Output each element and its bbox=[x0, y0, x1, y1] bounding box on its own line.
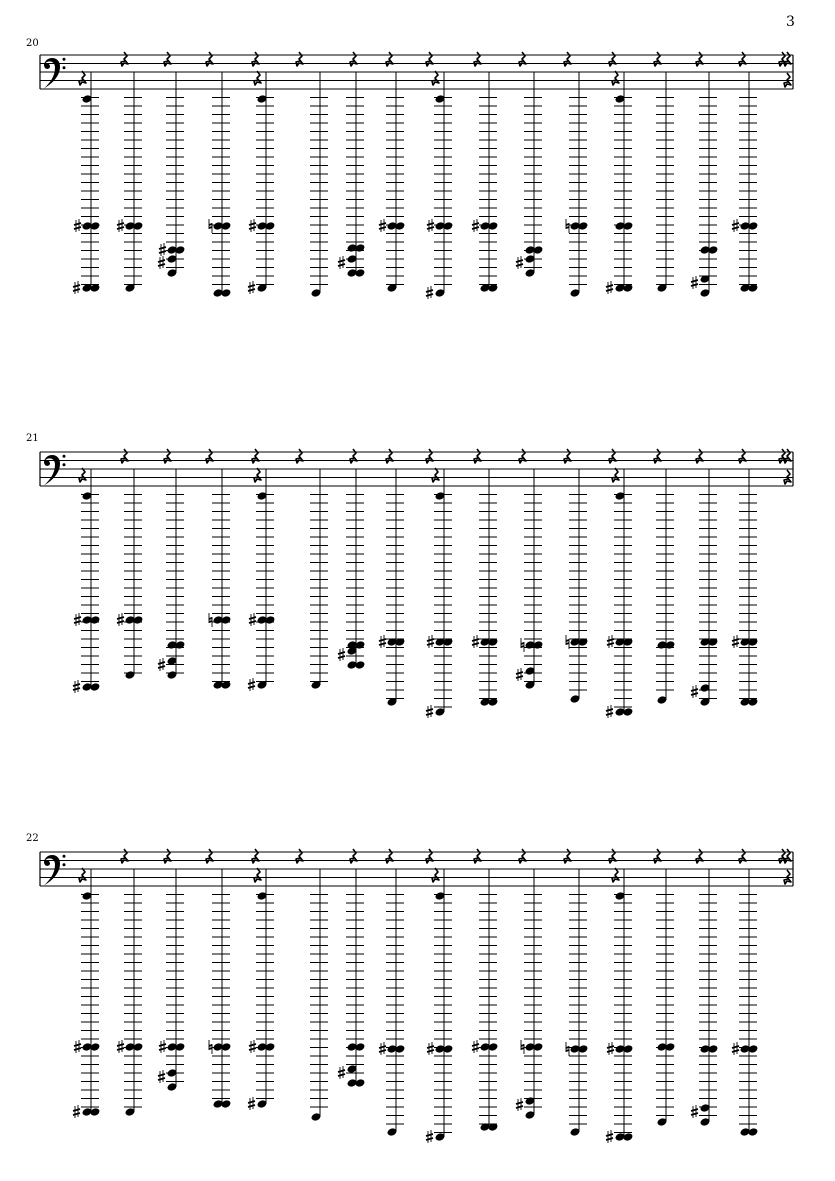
sharp-icon bbox=[74, 613, 81, 626]
natural-bar bbox=[566, 227, 569, 228]
quarter-rest-icon bbox=[386, 849, 393, 863]
sharp-bar bbox=[158, 1078, 165, 1080]
quarter-rest-icon bbox=[609, 52, 616, 66]
sharp-icon bbox=[117, 219, 124, 232]
chord-column bbox=[566, 449, 616, 704]
bass-clef-dot bbox=[63, 66, 66, 69]
quarter-rest-icon bbox=[426, 52, 433, 66]
sharp-icon bbox=[426, 286, 433, 299]
sharp-icon bbox=[249, 219, 256, 232]
sharp-icon bbox=[338, 648, 345, 661]
chord-column bbox=[209, 849, 259, 1109]
quarter-rest-icon bbox=[386, 449, 393, 463]
sharp-bar bbox=[117, 1044, 124, 1046]
chord-column bbox=[606, 52, 661, 294]
sharp-icon bbox=[248, 678, 255, 691]
chord-column bbox=[472, 449, 526, 707]
quarter-rest-icon bbox=[519, 52, 526, 66]
quarter-rest-icon bbox=[519, 849, 526, 863]
natural-icon bbox=[209, 613, 212, 627]
chord-column bbox=[338, 52, 393, 278]
chord-column bbox=[732, 449, 786, 707]
chord-column bbox=[472, 849, 526, 1132]
quarter-rest-icon bbox=[164, 449, 171, 463]
quarter-rest-icon bbox=[206, 849, 213, 863]
quarter-rest-icon bbox=[79, 468, 86, 482]
quarter-rest-icon bbox=[654, 52, 661, 66]
sharp-bar bbox=[158, 662, 165, 664]
sharp-icon bbox=[516, 256, 523, 269]
quarter-rest-icon bbox=[739, 849, 746, 863]
chord-column bbox=[158, 849, 213, 1092]
bass-clef-dot bbox=[63, 463, 66, 466]
sharp-bar bbox=[606, 713, 613, 715]
quarter-rest-icon bbox=[164, 849, 171, 863]
natural-bar bbox=[566, 643, 569, 644]
sharp-icon bbox=[607, 1042, 614, 1055]
chord-column bbox=[606, 449, 661, 718]
chord-column bbox=[248, 52, 303, 294]
chord-column bbox=[73, 52, 128, 294]
natural-icon bbox=[566, 1042, 569, 1056]
bass-clef-dot bbox=[63, 863, 66, 866]
sharp-bar bbox=[691, 284, 698, 286]
sharp-icon bbox=[73, 1105, 80, 1118]
chord-column bbox=[516, 849, 571, 1120]
quarter-rest-icon bbox=[350, 52, 357, 66]
sharp-bar bbox=[691, 1109, 698, 1111]
quarter-rest-icon bbox=[254, 71, 261, 85]
sharp-icon bbox=[159, 243, 166, 256]
quarter-rest-icon bbox=[386, 52, 393, 66]
chord-column bbox=[426, 449, 481, 718]
sharp-icon bbox=[379, 1042, 386, 1055]
sharp-bar bbox=[248, 682, 255, 684]
sharp-bar bbox=[426, 290, 433, 292]
natural-bar bbox=[209, 618, 212, 619]
sharp-bar bbox=[159, 1048, 166, 1050]
bass-clef-icon bbox=[44, 58, 66, 89]
sharp-bar bbox=[732, 639, 739, 641]
chord-column bbox=[732, 52, 786, 293]
natural-bar bbox=[209, 1048, 212, 1049]
measure-number-system-3: 22 bbox=[26, 833, 39, 844]
sharp-bar bbox=[338, 656, 345, 658]
sharp-icon bbox=[248, 1097, 255, 1110]
quarter-rest-icon bbox=[121, 52, 128, 66]
quarter-rest-icon bbox=[296, 52, 303, 66]
sharp-bar bbox=[472, 1048, 479, 1050]
quarter-rest-icon bbox=[121, 449, 128, 463]
sharp-bar bbox=[472, 223, 479, 225]
measure-number-system-2: 21 bbox=[26, 433, 39, 444]
sharp-icon bbox=[338, 1066, 345, 1079]
sharp-bar bbox=[117, 223, 124, 225]
sharp-icon bbox=[74, 1040, 81, 1053]
quarter-rest-icon bbox=[254, 868, 261, 882]
natural-bar bbox=[566, 1047, 569, 1048]
chord-column bbox=[656, 449, 703, 705]
sharp-bar bbox=[427, 639, 434, 641]
quarter-rest-icon bbox=[784, 870, 791, 884]
sharp-bar bbox=[74, 621, 81, 623]
sharp-bar bbox=[248, 1105, 255, 1107]
chord-column bbox=[158, 52, 213, 278]
natural-bar bbox=[209, 224, 212, 225]
sharp-icon bbox=[249, 1040, 256, 1053]
natural-bar bbox=[209, 1045, 212, 1046]
sharp-bar bbox=[248, 285, 255, 287]
bass-clef-dot bbox=[63, 58, 66, 61]
natural-bar bbox=[566, 640, 569, 641]
quarter-rest-icon bbox=[296, 449, 303, 463]
sharp-bar bbox=[379, 639, 386, 641]
sharp-bar bbox=[338, 652, 345, 654]
sharp-bar bbox=[159, 251, 166, 253]
sharp-bar bbox=[691, 689, 698, 691]
natural-icon bbox=[521, 638, 524, 652]
sharp-bar bbox=[427, 1050, 434, 1052]
sharp-bar bbox=[427, 1046, 434, 1048]
sharp-bar bbox=[426, 709, 433, 711]
sharp-icon bbox=[426, 1130, 433, 1143]
sharp-bar bbox=[606, 289, 613, 291]
sharp-icon bbox=[73, 680, 80, 693]
quarter-rest-icon bbox=[254, 468, 261, 482]
sharp-bar bbox=[249, 617, 256, 619]
quarter-rest-icon bbox=[654, 449, 661, 463]
quarter-rest-icon bbox=[252, 449, 259, 463]
sharp-icon bbox=[732, 635, 739, 648]
chord-column bbox=[691, 449, 746, 707]
measure-number-system-1: 20 bbox=[26, 38, 39, 49]
sharp-bar bbox=[74, 1044, 81, 1046]
sharp-icon bbox=[691, 685, 698, 698]
sharp-icon bbox=[74, 219, 81, 232]
sharp-bar bbox=[426, 1134, 433, 1136]
chord-column bbox=[732, 849, 786, 1137]
chord-column bbox=[158, 449, 213, 680]
sharp-icon bbox=[691, 1105, 698, 1118]
sharp-bar bbox=[249, 1044, 256, 1046]
staff-system-3 bbox=[0, 837, 835, 1147]
sharp-bar bbox=[732, 643, 739, 645]
quarter-rest-icon bbox=[739, 52, 746, 66]
sharp-bar bbox=[338, 1074, 345, 1076]
chord-column bbox=[472, 52, 526, 293]
sharp-icon bbox=[427, 219, 434, 232]
sharp-icon bbox=[691, 276, 698, 289]
sharp-bar bbox=[426, 294, 433, 296]
sharp-bar bbox=[732, 223, 739, 225]
quarter-rest-icon bbox=[609, 449, 616, 463]
sharp-bar bbox=[691, 693, 698, 695]
bass-clef-shape bbox=[44, 855, 60, 886]
sharp-bar bbox=[248, 289, 255, 291]
sharp-bar bbox=[73, 1109, 80, 1111]
quarter-rest-icon bbox=[784, 470, 791, 484]
sharp-bar bbox=[73, 1113, 80, 1115]
sharp-bar bbox=[74, 1048, 81, 1050]
quarter-rest-icon bbox=[784, 52, 791, 66]
staff-system-1 bbox=[0, 40, 835, 340]
sharp-bar bbox=[158, 1074, 165, 1076]
sharp-bar bbox=[73, 684, 80, 686]
chord-column bbox=[516, 52, 571, 278]
sharp-bar bbox=[516, 1102, 523, 1104]
sharp-bar bbox=[158, 260, 165, 262]
quarter-rest-icon bbox=[612, 868, 619, 882]
sharp-bar bbox=[379, 227, 386, 229]
quarter-rest-icon bbox=[426, 449, 433, 463]
sharp-bar bbox=[117, 227, 124, 229]
sharp-icon bbox=[249, 613, 256, 626]
sharp-icon bbox=[732, 1042, 739, 1055]
quarter-rest-icon bbox=[784, 449, 791, 463]
sharp-icon bbox=[117, 613, 124, 626]
staff-system-2 bbox=[0, 437, 835, 737]
quarter-rest-icon bbox=[164, 52, 171, 66]
sharp-bar bbox=[379, 643, 386, 645]
sharp-icon bbox=[607, 635, 614, 648]
chord-column bbox=[117, 449, 171, 680]
quarter-rest-icon bbox=[474, 849, 481, 863]
sharp-icon bbox=[426, 705, 433, 718]
sharp-icon bbox=[159, 1040, 166, 1053]
natural-bar bbox=[566, 224, 569, 225]
sharp-icon bbox=[606, 281, 613, 294]
sharp-bar bbox=[516, 264, 523, 266]
sharp-bar bbox=[516, 1106, 523, 1108]
sharp-bar bbox=[691, 1113, 698, 1115]
natural-icon bbox=[521, 1040, 524, 1054]
sharp-bar bbox=[73, 289, 80, 291]
quarter-rest-icon bbox=[784, 849, 791, 863]
sharp-bar bbox=[249, 227, 256, 229]
sharp-icon bbox=[516, 668, 523, 681]
sharp-bar bbox=[606, 1138, 613, 1140]
quarter-rest-icon bbox=[564, 52, 571, 66]
sharp-bar bbox=[379, 223, 386, 225]
chord-column bbox=[379, 52, 433, 293]
quarter-rest-icon bbox=[612, 71, 619, 85]
page-number: 3 bbox=[786, 14, 795, 30]
quarter-rest-icon bbox=[206, 449, 213, 463]
chord-column bbox=[248, 449, 303, 691]
sharp-icon bbox=[338, 256, 345, 269]
sharp-bar bbox=[249, 223, 256, 225]
chord-column bbox=[338, 449, 393, 670]
quarter-rest-icon bbox=[252, 52, 259, 66]
chord-column bbox=[656, 849, 703, 1127]
quarter-rest-icon bbox=[609, 849, 616, 863]
sharp-bar bbox=[606, 1134, 613, 1136]
quarter-rest-icon bbox=[564, 449, 571, 463]
sharp-icon bbox=[472, 635, 479, 648]
sharp-bar bbox=[606, 285, 613, 287]
natural-icon bbox=[209, 219, 212, 233]
sharp-bar bbox=[73, 285, 80, 287]
quarter-rest-icon bbox=[696, 849, 703, 863]
sharp-bar bbox=[338, 260, 345, 262]
chord-column bbox=[338, 849, 393, 1088]
system-3 bbox=[40, 849, 793, 1143]
sharp-icon bbox=[117, 1040, 124, 1053]
sharp-icon bbox=[606, 1130, 613, 1143]
sharp-bar bbox=[427, 223, 434, 225]
sharp-bar bbox=[732, 1046, 739, 1048]
sharp-bar bbox=[607, 1046, 614, 1048]
quarter-rest-icon bbox=[79, 71, 86, 85]
natural-bar bbox=[521, 1045, 524, 1046]
sharp-icon bbox=[606, 705, 613, 718]
bass-clef-shape bbox=[44, 455, 60, 486]
quarter-rest-icon bbox=[432, 468, 439, 482]
sharp-bar bbox=[158, 666, 165, 668]
sharp-icon bbox=[248, 281, 255, 294]
chord-column bbox=[73, 849, 128, 1118]
chord-column bbox=[379, 449, 433, 707]
sharp-bar bbox=[248, 1101, 255, 1103]
bass-clef-icon bbox=[44, 455, 66, 486]
natural-bar bbox=[209, 227, 212, 228]
sharp-bar bbox=[117, 621, 124, 623]
sharp-bar bbox=[516, 676, 523, 678]
sharp-icon bbox=[158, 658, 165, 671]
sharp-bar bbox=[427, 227, 434, 229]
sharp-bar bbox=[516, 672, 523, 674]
quarter-rest-icon bbox=[350, 849, 357, 863]
chord-column bbox=[606, 849, 661, 1143]
bass-clef-dot bbox=[63, 455, 66, 458]
quarter-rest-icon bbox=[654, 849, 661, 863]
sharp-bar bbox=[379, 1046, 386, 1048]
sharp-bar bbox=[379, 1050, 386, 1052]
sharp-bar bbox=[117, 617, 124, 619]
natural-bar bbox=[521, 646, 524, 647]
natural-bar bbox=[521, 643, 524, 644]
quarter-rest-icon bbox=[206, 52, 213, 66]
sharp-bar bbox=[74, 223, 81, 225]
sharp-bar bbox=[249, 621, 256, 623]
sharp-bar bbox=[338, 1070, 345, 1072]
sharp-bar bbox=[159, 247, 166, 249]
sharp-bar bbox=[74, 227, 81, 229]
chord-column bbox=[691, 849, 746, 1127]
sharp-bar bbox=[606, 709, 613, 711]
sharp-icon bbox=[472, 1040, 479, 1053]
quarter-rest-icon bbox=[519, 449, 526, 463]
bass-clef-icon bbox=[44, 855, 66, 886]
sharp-icon bbox=[516, 1098, 523, 1111]
sharp-bar bbox=[338, 264, 345, 266]
system-2 bbox=[40, 449, 793, 718]
sharp-bar bbox=[732, 1050, 739, 1052]
sharp-bar bbox=[159, 1044, 166, 1046]
sharp-icon bbox=[427, 1042, 434, 1055]
natural-icon bbox=[566, 635, 569, 649]
sharp-bar bbox=[607, 639, 614, 641]
bass-clef-dot bbox=[63, 855, 66, 858]
natural-bar bbox=[566, 1050, 569, 1051]
sharp-bar bbox=[516, 260, 523, 262]
natural-icon bbox=[209, 1040, 212, 1054]
quarter-rest-icon bbox=[739, 449, 746, 463]
sharp-bar bbox=[426, 1138, 433, 1140]
sharp-bar bbox=[117, 1048, 124, 1050]
sharp-bar bbox=[73, 688, 80, 690]
quarter-rest-icon bbox=[432, 868, 439, 882]
sharp-bar bbox=[249, 1048, 256, 1050]
sharp-bar bbox=[732, 227, 739, 229]
quarter-rest-icon bbox=[784, 73, 791, 87]
natural-icon bbox=[566, 219, 569, 233]
sharp-bar bbox=[472, 643, 479, 645]
sharp-icon bbox=[73, 281, 80, 294]
quarter-rest-icon bbox=[474, 449, 481, 463]
quarter-rest-icon bbox=[612, 468, 619, 482]
quarter-rest-icon bbox=[474, 52, 481, 66]
quarter-rest-icon bbox=[79, 868, 86, 882]
quarter-rest-icon bbox=[432, 71, 439, 85]
sharp-bar bbox=[248, 686, 255, 688]
sharp-icon bbox=[379, 219, 386, 232]
quarter-rest-icon bbox=[252, 849, 259, 863]
natural-bar bbox=[209, 621, 212, 622]
chord-column bbox=[209, 449, 259, 690]
quarter-rest-icon bbox=[426, 849, 433, 863]
sharp-bar bbox=[427, 643, 434, 645]
sharp-icon bbox=[472, 219, 479, 232]
sharp-icon bbox=[732, 219, 739, 232]
chord-column bbox=[248, 849, 303, 1110]
chord-column bbox=[566, 849, 616, 1137]
quarter-rest-icon bbox=[696, 52, 703, 66]
quarter-rest-icon bbox=[350, 449, 357, 463]
sharp-bar bbox=[426, 713, 433, 715]
chord-column bbox=[656, 52, 703, 293]
quarter-rest-icon bbox=[296, 849, 303, 863]
chord-column bbox=[379, 849, 433, 1137]
sharp-bar bbox=[158, 264, 165, 266]
quarter-rest-icon bbox=[121, 849, 128, 863]
sharp-icon bbox=[158, 256, 165, 269]
sharp-bar bbox=[472, 1044, 479, 1046]
natural-bar bbox=[521, 1048, 524, 1049]
sharp-icon bbox=[379, 635, 386, 648]
sharp-bar bbox=[472, 227, 479, 229]
bass-clef-shape bbox=[44, 58, 60, 89]
chord-column bbox=[516, 449, 571, 690]
quarter-rest-icon bbox=[696, 449, 703, 463]
chord-column bbox=[426, 849, 481, 1143]
system-1 bbox=[40, 52, 793, 299]
sharp-bar bbox=[691, 280, 698, 282]
sharp-bar bbox=[472, 639, 479, 641]
sharp-bar bbox=[607, 643, 614, 645]
sharp-bar bbox=[74, 617, 81, 619]
sharp-bar bbox=[607, 1050, 614, 1052]
quarter-rest-icon bbox=[564, 849, 571, 863]
sharp-icon bbox=[427, 635, 434, 648]
sharp-icon bbox=[158, 1070, 165, 1083]
